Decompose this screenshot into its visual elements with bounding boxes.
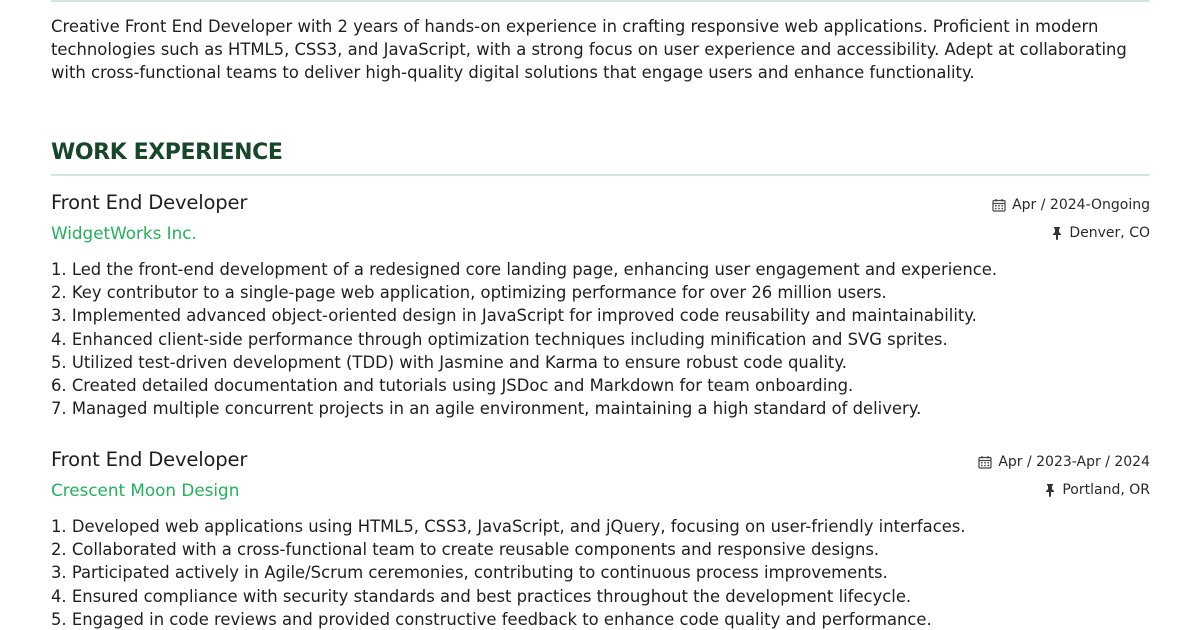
job-date — [992, 197, 1150, 213]
list-item: 4. Enhanced client-side performance through optimization techniques including minification and SVG sprites. — [51, 329, 948, 349]
list-item: 1. Led the front-end development of a redesigned core landing page, enhancing user engagement and experience. — [51, 260, 998, 279]
job-title: Front End Developer — [51, 191, 248, 214]
list-item: 4. Ensured compliance with security standards and best practices throughout the development lifecycle. — [51, 586, 912, 606]
resume-page — [51, 0, 1150, 630]
job-date-text: Apr / 2024-Ongoing — [1012, 197, 1150, 213]
calendar-icon — [992, 198, 1006, 212]
list-item: 2. Key contributor to a single-page web application, optimizing performance for over 26 million users. — [51, 283, 887, 303]
list-item: 2. Collaborated with a cross-functional team to create reusable components and responsive designs. — [51, 540, 880, 560]
section-divider — [51, 174, 1150, 176]
calendar-icon — [978, 455, 992, 469]
professional-summary: Creative Front End Developer with 2 years of hands-on experience in crafting responsive web applications. Proficient in modern technologies such as HTML5, CSS3, and JavaScript, with a strong focus on user experience and accessibility. Adept at collaborating with cross-functional teams to deliver high-quality digital solutions that engage users and enhance functionality. — [51, 17, 1127, 82]
pushpin-icon — [1051, 226, 1063, 240]
job-location — [1044, 482, 1150, 498]
company-name: WidgetWorks Inc. — [51, 223, 197, 243]
list-item: 5. Engaged in code reviews and provided constructive feedback to enhance code quality and performance. — [51, 609, 932, 629]
job-location — [1051, 225, 1150, 241]
job-date — [978, 454, 1150, 470]
job-location-text: Denver, CO — [1069, 225, 1150, 241]
job-title: Front End Developer — [51, 448, 248, 471]
pushpin-icon — [1044, 483, 1056, 497]
list-item: 1. Developed web applications using HTML5, CSS3, JavaScript, and jQuery, focusing on user-friendly interfaces. — [51, 517, 966, 536]
list-item: 6. Created detailed documentation and tutorials using JSDoc and Markdown for team onboarding. — [51, 376, 854, 396]
list-item: 7. Managed multiple concurrent projects in an agile environment, maintaining a high standard of delivery. — [51, 399, 922, 419]
job-bullets — [51, 258, 997, 420]
list-item: 5. Utilized test-driven development (TDD) with Jasmine and Karma to ensure robust code quality. — [51, 352, 847, 372]
list-item: 3. Implemented advanced object-oriented design in JavaScript for improved code reusability and maintainability. — [51, 306, 977, 326]
list-item: 3. Participated actively in Agile/Scrum ceremonies, contributing to continuous process improvements. — [51, 563, 888, 583]
job-bullets — [51, 515, 966, 630]
summary-divider — [51, 0, 1150, 2]
job-date-text: Apr / 2023-Apr / 2024 — [998, 454, 1150, 470]
company-name: Crescent Moon Design — [51, 480, 240, 500]
job-location-text: Portland, OR — [1062, 482, 1150, 498]
section-title-work-experience: WORK EXPERIENCE — [51, 140, 283, 165]
